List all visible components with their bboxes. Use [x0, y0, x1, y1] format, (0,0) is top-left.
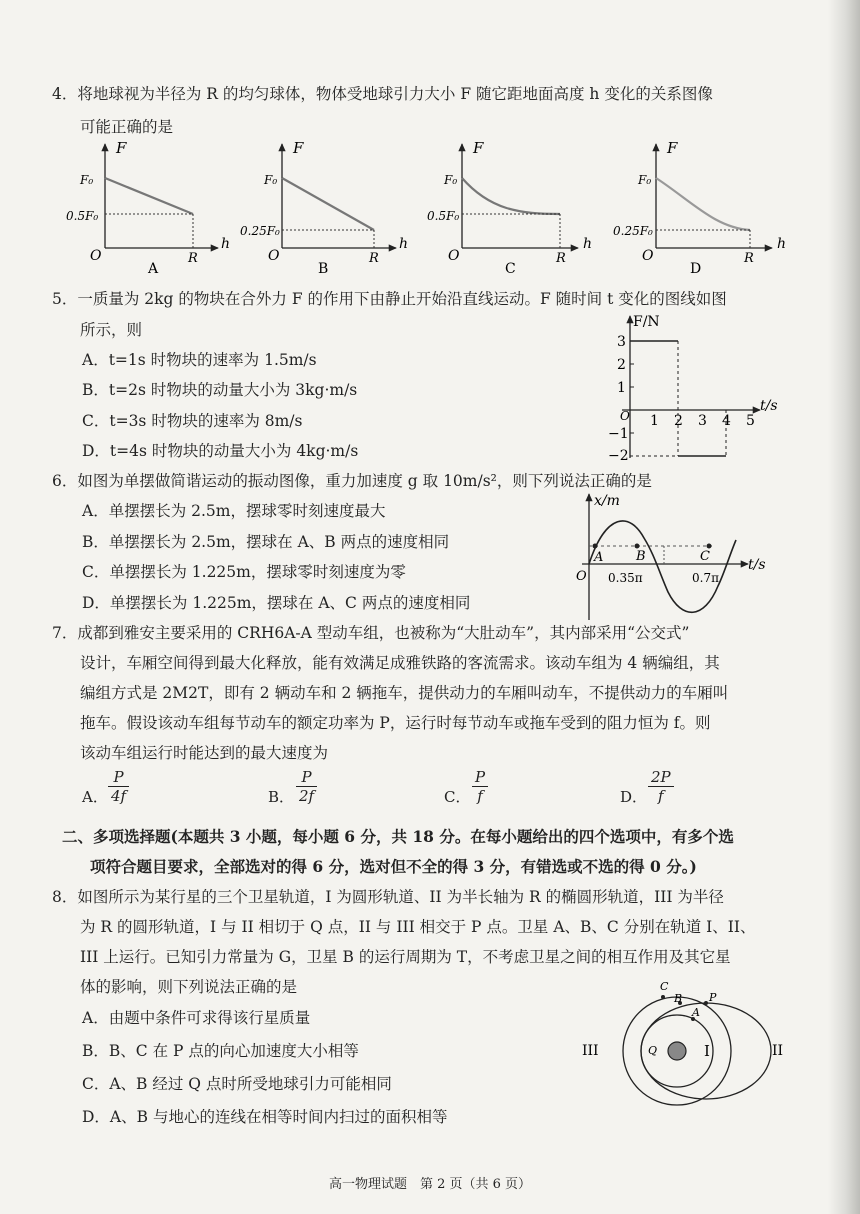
section2-heading-line1: 二、多项选择题(本题共 3 小题，每小题 6 分，共 18 分。在每小题给出的四个选项中，有多个选	[62, 827, 734, 846]
graph-b-letter: B	[318, 261, 329, 277]
graph-c-mid: 0.5F₀	[427, 209, 460, 223]
q5-ytick-1: 1	[617, 380, 626, 396]
graph-a	[66, 139, 230, 277]
graph-b-f0: F₀	[264, 173, 278, 187]
graph-d-h: h	[777, 236, 787, 252]
point-b-label: B	[636, 549, 646, 564]
q6-tick-1: 0.35π	[608, 571, 643, 585]
q7-option-b-label: B．	[268, 788, 295, 806]
graph-a-h: h	[221, 236, 231, 252]
graph-d	[613, 139, 786, 277]
q8-option-b: B．B、C 在 P 点的向心加速度大小相等	[82, 1042, 359, 1060]
graph-b-h: h	[399, 236, 409, 252]
q7-option-b-num: P	[301, 768, 312, 786]
q5-ylabel: F/N	[633, 314, 660, 330]
q7-option-d-fraction	[648, 768, 674, 805]
q7-option-d-den: f	[648, 786, 674, 805]
q5-ytick-3: 3	[617, 334, 626, 350]
q6-stem: 6．如图为单摆做简谐运动的振动图像，重力加速度 g 取 10m/s²，则下列说法正确的是	[52, 472, 652, 490]
q6-origin: O	[576, 569, 587, 584]
graph-a-letter: A	[148, 261, 159, 277]
graph-a-f-label: F	[116, 139, 127, 157]
q5-xlabel: t/s	[760, 398, 778, 414]
sine-curve	[589, 521, 736, 612]
q5-ytick-2: 2	[617, 357, 626, 373]
graph-b-origin: O	[268, 248, 280, 264]
q6-xlabel: t/s	[748, 557, 766, 573]
sat-b-label: B	[674, 992, 683, 1005]
graph-a-curve	[105, 178, 193, 214]
q5-ytick-neg1: −1	[608, 426, 629, 442]
q8-stem-line2: 为 R 的圆形轨道，I 与 II 相切于 Q 点，II 与 III 相交于 P 点。卫星 A、B、C 分别在轨道 I、II、	[80, 918, 756, 936]
q8-orbit-diagram	[570, 975, 800, 1135]
q8-option-a: A．由题中条件可求得该行星质量	[82, 1009, 311, 1027]
q7-stem-line1: 7．成都到雅安主要采用的 CRH6A-A 型动车组，也被称为“大肚动车”，其内部采用“公交式”	[52, 624, 690, 642]
graph-a-origin: O	[90, 248, 102, 264]
q7-option-c-fraction	[472, 768, 488, 805]
graph-d-letter: D	[690, 261, 702, 277]
q6-ylabel: x/m	[594, 493, 620, 509]
planet	[668, 1042, 686, 1060]
graph-b-curve	[282, 178, 374, 230]
q6-option-a: A．单摆摆长为 2.5m，摆球零时刻速度最大	[82, 502, 386, 520]
graph-a-r: R	[188, 251, 198, 266]
graph-d-f0: F₀	[638, 173, 652, 187]
q7-option-b-den: 2f	[296, 786, 317, 805]
q6-tick-2: 0.7π	[692, 571, 719, 585]
graph-c-letter: C	[505, 261, 516, 277]
graph-b-mid: 0.25F₀	[240, 224, 280, 238]
graph-a-f0: F₀	[80, 173, 94, 187]
q5-stem-line1: 5．一质量为 2kg 的物块在合外力 F 的作用下由静止开始沿直线运动。F 随时间 t 变化的图线如图	[52, 290, 727, 308]
q7-option-a-den: 4f	[108, 786, 129, 805]
orbit-iii-label: III	[582, 1043, 599, 1059]
q7-option-c-den: f	[472, 786, 488, 805]
q7-option-c-num: P	[475, 768, 486, 786]
q8-stem-line1: 8．如图所示为某行星的三个卫星轨道，I 为圆形轨道、II 为半长轴为 R 的椭圆形轨道，III 为半径	[52, 888, 724, 906]
q5-ytick-neg2: −2	[608, 448, 629, 464]
graph-d-curve	[656, 178, 750, 230]
q5-option-b: B．t=2s 时物块的动量大小为 3kg·m/s	[82, 381, 358, 399]
q5-option-a: A．t=1s 时物块的速率为 1.5m/s	[82, 351, 317, 369]
graph-c-h: h	[583, 236, 593, 252]
q8-option-c: C．A、B 经过 Q 点时所受地球引力可能相同	[82, 1075, 392, 1093]
orbit-ii-label: II	[772, 1043, 784, 1059]
graph-d-mid: 0.25F₀	[613, 224, 653, 238]
q6-oscillation-graph	[572, 488, 772, 620]
graph-d-origin: O	[642, 248, 654, 264]
graph-c-origin: O	[448, 248, 460, 264]
graph-c-r: R	[556, 251, 566, 266]
sat-a-label: A	[692, 1006, 700, 1019]
graph-c-f-label: F	[473, 139, 484, 157]
q5-option-d: D．t=4s 时物块的动量大小为 4kg·m/s	[82, 442, 359, 460]
graph-d-f-label: F	[667, 139, 678, 157]
q5-xtick-3: 3	[698, 413, 707, 429]
orbit-i-label: I	[704, 1042, 710, 1060]
q5-xtick-4: 4	[722, 413, 731, 429]
q5-force-graph	[600, 310, 790, 470]
q5-xtick-5: 5	[746, 413, 755, 429]
q7-option-c-label: C．	[444, 788, 471, 806]
page-footer: 高一物理试题 第 2 页（共 6 页）	[328, 1177, 532, 1192]
graph-b-f-label: F	[293, 139, 304, 157]
graph-b	[240, 139, 408, 277]
q8-option-d: D．A、B 与地心的连线在相等时间内扫过的面积相等	[82, 1108, 448, 1126]
graph-c-curve	[462, 178, 560, 214]
q4-stem-line2: 可能正确的是	[80, 118, 174, 136]
q7-option-b-fraction	[296, 768, 317, 805]
q7-option-a-fraction	[108, 768, 129, 805]
q7-stem-line2: 设计，车厢空间得到最大化释放，能有效满足成雅铁路的客流需求。该动车组为 4 辆编组，其	[80, 654, 720, 672]
graph-b-r: R	[369, 251, 379, 266]
q8-stem-line3: III 上运行。已知引力常量为 G，卫星 B 的运行周期为 T，不考虑卫星之间的相互作用及其它星	[80, 948, 731, 966]
q5-xtick-2: 2	[674, 413, 683, 429]
q5-xtick-1: 1	[650, 413, 659, 429]
q7-stem-line3: 编组方式是 2M2T，即有 2 辆动车和 2 辆拖车，提供动力的车厢叫动车，不提供动力的车厢叫	[80, 684, 729, 702]
q5-option-c: C．t=3s 时物块的速率为 8m/s	[82, 412, 303, 430]
q8-stem-line4: 体的影响，则下列说法正确的是	[80, 978, 298, 996]
point-a-label: A	[594, 550, 604, 565]
q7-option-d-num: 2P	[651, 768, 671, 786]
q5-origin: O	[620, 409, 630, 423]
q7-stem-line4: 拖车。假设该动车组每节动车的额定功率为 P，运行时每节动车或拖车受到的阻力恒为 f。则	[80, 714, 711, 732]
q4-graphs	[50, 138, 810, 278]
graph-d-r: R	[744, 251, 754, 266]
graph-a-mid: 0.5F₀	[66, 209, 99, 223]
point-q-label: Q	[648, 1044, 658, 1057]
q7-option-a-label: A．	[82, 788, 108, 806]
q7-option-d-label: D．	[620, 788, 648, 806]
q7-option-a-num: P	[113, 768, 124, 786]
q6-option-c: C．单摆摆长为 1.225m，摆球零时刻速度为零	[82, 563, 406, 581]
section2-heading-line2: 项符合题目要求，全部选对的得 6 分，选对但不全的得 3 分，有错选或不选的得 0 分。)	[90, 857, 697, 876]
point-p-label: P	[709, 991, 717, 1004]
point-c-label: C	[700, 549, 710, 564]
q5-stem-line2: 所示，则	[80, 321, 143, 339]
scan-edge-shadow	[828, 0, 860, 1214]
q7-stem-line5: 该动车组运行时能达到的最大速度为	[80, 744, 329, 762]
q6-option-d: D．单摆摆长为 1.225m，摆球在 A、C 两点的速度相同	[82, 594, 471, 612]
q6-option-b: B．单摆摆长为 2.5m，摆球在 A、B 两点的速度相同	[82, 533, 450, 551]
sat-c-label: C	[660, 980, 669, 993]
graph-c	[427, 139, 592, 277]
graph-c-f0: F₀	[444, 173, 458, 187]
q4-stem-line1: 4．将地球视为半径为 R 的均匀球体，物体受地球引力大小 F 随它距地面高度 h 变化的关系图像	[52, 85, 713, 103]
